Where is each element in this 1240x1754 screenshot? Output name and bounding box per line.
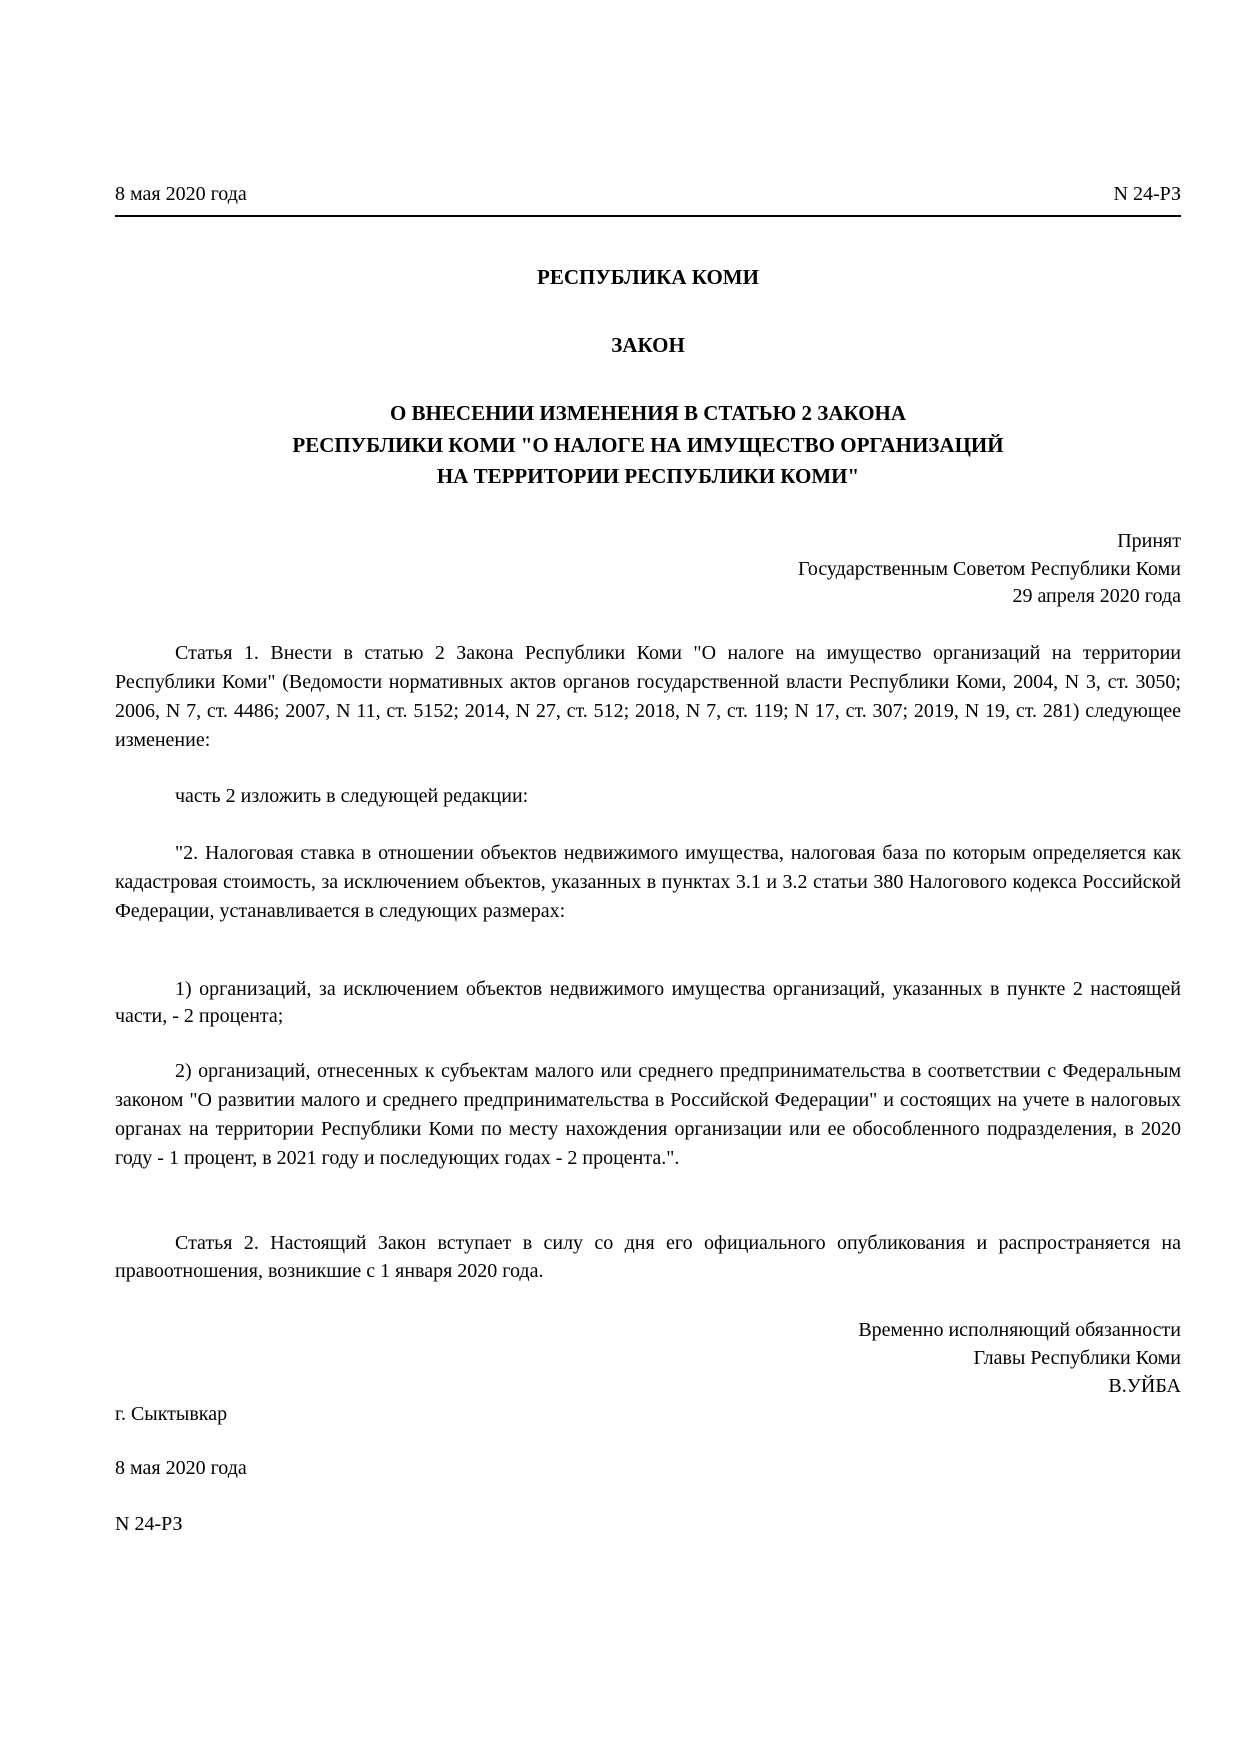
law-title	[115, 398, 1181, 493]
part-2-instruction: часть 2 изложить в следующей редакции:	[175, 785, 529, 807]
republic-heading: РЕСПУБЛИКА КОМИ	[537, 265, 759, 289]
item-1: 1) организаций, за исключением объектов недвижимого имущества организаций, указанных в пункте 2 настоящей части, - 2 процента;	[115, 978, 1181, 1027]
item-2: 2) организаций, отнесенных к субъектам малого или среднего предпринимательства в соответствии с Федеральным законом "О развитии малого и среднего предпринимательства в Российской Федерации" и состоящих на учете в налоговых органах на территории Республики Коми по месту нахождения организации или ее обособленного подразделения, в 2020 году - 1 процент, в 2021 году и последующих годах - 2 процента.".	[115, 1060, 1181, 1169]
law-heading: ЗАКОН	[611, 333, 685, 357]
footer-city: г. Сыктывкар	[115, 1403, 228, 1425]
footer-date: 8 мая 2020 года	[115, 1457, 247, 1479]
signature-line: Главы Республики Коми	[973, 1347, 1181, 1369]
law-title-line: РЕСПУБЛИКИ КОМИ "О НАЛОГЕ НА ИМУЩЕСТВО ОРГАНИЗАЦИЙ	[292, 432, 1004, 457]
law-title-line: НА ТЕРРИТОРИИ РЕСПУБЛИКИ КОМИ"	[436, 464, 860, 488]
article-1: Статья 1. Внести в статью 2 Закона Республики Коми "О налоге на имущество организаций на территории Республики Коми" (Ведомости нормативных актов органов государственной власти Республики Коми, 2004, N 3, ст. 3050; 2006, N 7, ст. 4486; 2007, N 11, ст. 5152; 2014, N 27, ст. 512; 2018, N 7, ст. 119; N 17, ст. 307; 2019, N 19, ст. 281) следующее изменение:	[115, 642, 1181, 751]
signatory-name: В.УЙБА	[1108, 1375, 1181, 1397]
adoption-line: Государственным Советом Республики Коми	[798, 557, 1181, 580]
adoption-line: Принят	[1117, 530, 1181, 552]
signature-block	[115, 1316, 1181, 1400]
footer-number: N 24-РЗ	[115, 1513, 183, 1535]
adoption-line: 29 апреля 2020 года	[1012, 585, 1181, 607]
adoption-block	[115, 528, 1181, 611]
header-number: N 24-РЗ	[1113, 183, 1181, 205]
header-row	[115, 181, 1181, 207]
header-divider	[115, 215, 1181, 217]
quoted-part-2: "2. Налоговая ставка в отношении объектов недвижимого имущества, налоговая база по которым определяется как кадастровая стоимость, за исключением объектов, указанных в пунктах 3.1 и 3.2 статьи 380 Налогового кодекса Российской Федерации, устанавливается в следующих размерах:	[115, 842, 1181, 922]
law-title-line: О ВНЕСЕНИИ ИЗМЕНЕНИЯ В СТАТЬЮ 2 ЗАКОНА	[389, 401, 907, 425]
article-2: Статья 2. Настоящий Закон вступает в силу со дня его официального опубликования и распространяется на правоотношения, возникшие с 1 января 2020 года.	[115, 1232, 1181, 1282]
header-date: 8 мая 2020 года	[115, 183, 247, 205]
signature-line: Временно исполняющий обязанности	[858, 1319, 1181, 1341]
